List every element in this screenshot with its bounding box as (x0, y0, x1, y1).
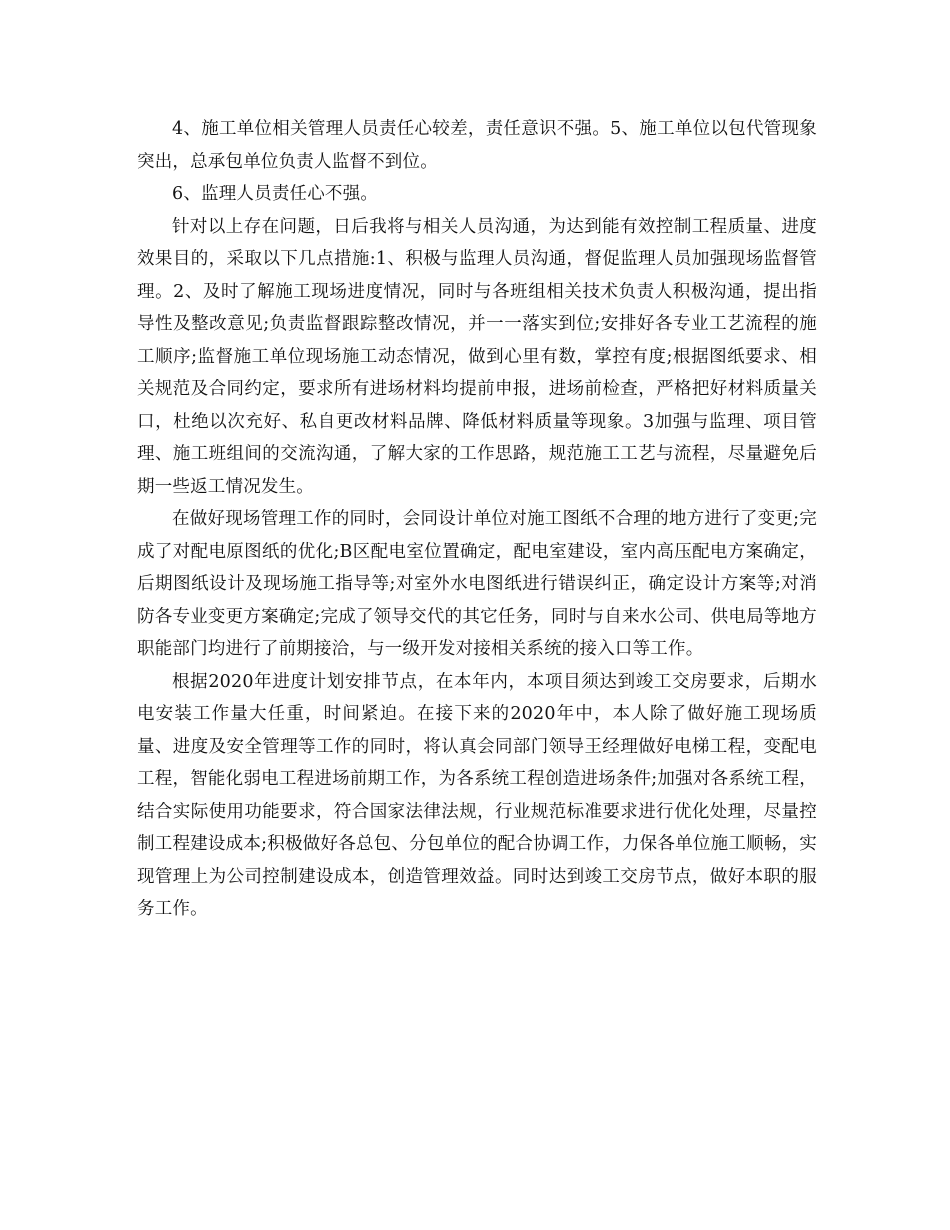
paragraph-issue-6: 6、监理人员责任心不强。 (172, 184, 379, 204)
paragraph-design-changes: 在做好现场管理工作的同时，会同设计单位对施工图纸不合理的地方进行了变更;完成了对配电原图纸的优化;B区配电室位置确定，配电室建设，室内高压配电方案确定，后期图纸设计及现场施工指导等;对室外水电图纸进行错误纠正，确定设计方案等;对消防各专业变更方案确定;完成了领导交代的其它任务，同时与自来水公司、供电局等地方职能部门均进行了前期接洽，与一级开发对接相关系统的接入口等工作。 (137, 509, 817, 659)
paragraph-2020-plan: 根据2020年进度计划安排节点，在本年内，本项目须达到竣工交房要求，后期水电安装工作量大任重，时间紧迫。在接下来的2020年中，本人除了做好施工现场质量、进度及安全管理等工作的同时，将认真会同部门领导王经理做好电梯工程，变配电工程，智能化弱电工程进场前期工作，为各系统工程创造进场条件;加强对各系统工程，结合实际使用功能要求，符合国家法律法规，行业规范标准要求进行优化处理，尽量控制工程建设成本;积极做好各总包、分包单位的配合协调工作，力保各单位施工顺畅，实现管理上为公司控制建设成本，创造管理效益。同时达到竣工交房节点，做好本职的服务工作。 (137, 671, 817, 919)
paragraph-issues-4-5: 4、施工单位相关管理人员责任心较差，责任意识不强。5、施工单位以包代管现象突出，总承包单位负责人监督不到位。 (137, 119, 817, 172)
paragraph-measures: 针对以上存在问题，日后我将与相关人员沟通，为达到能有效控制工程质量、进度效果目的，采取以下几点措施:1、积极与监理人员沟通，督促监理人员加强现场监督管理。2、及时了解施工现场进度情况，同时与各班组相关技术负责人积极沟通，提出指导性及整改意见;负责监督跟踪整改情况，并一一落实到位;安排好各专业工艺流程的施工顺序;监督施工单位现场施工动态情况，做到心里有数，掌控有度;根据图纸要求、相关规范及合同约定，要求所有进场材料均提前申报，进场前检查，严格把好材料质量关口，杜绝以次充好、私自更改材料品牌、降低材料质量等现象。3加强与监理、项目管理、施工班组间的交流沟通，了解大家的工作思路，规范施工工艺与流程，尽量避免后期一些返工情况发生。 (137, 216, 817, 497)
document-body (137, 113, 817, 926)
